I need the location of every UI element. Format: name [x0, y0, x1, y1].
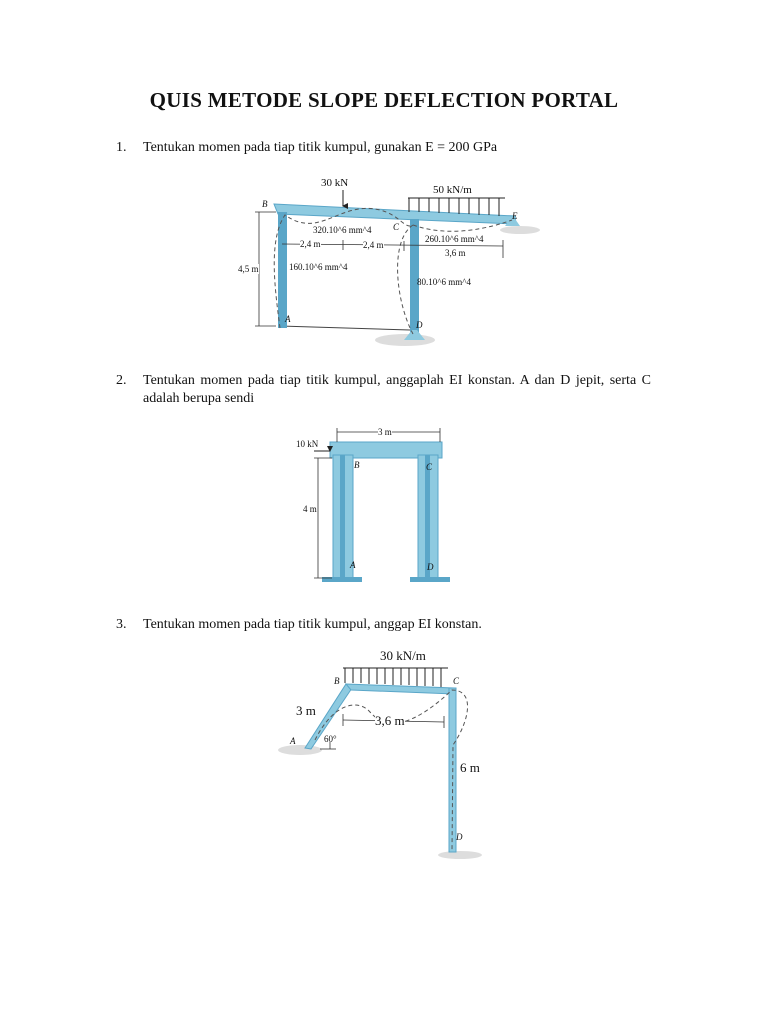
node-d-label: D: [416, 320, 423, 330]
angle-label: 60°: [324, 734, 337, 744]
question-number: 2.: [116, 373, 127, 388]
horizontal-load-label: 10 kN: [296, 439, 319, 449]
node-e-label: E: [512, 211, 518, 221]
node-b-label: B: [334, 676, 340, 686]
beam-bc-inertia: 320.10^6 mm^4: [313, 225, 372, 235]
question-text: Tentukan momen pada tiap titik kumpul, anggaplah EI konstan. A dan D jepit, serta C adalah berupa sendi: [143, 373, 651, 406]
incline-length-dim: 3 m: [296, 703, 316, 718]
col-cd-inertia: 80.10^6 mm^4: [417, 277, 471, 287]
node-c-label: C: [453, 676, 460, 686]
node-a-label: A: [285, 314, 291, 324]
distributed-load-label: 30 kN/m: [380, 648, 426, 663]
question-text: Tentukan momen pada tiap titik kumpul, gunakan E = 200 GPa: [143, 140, 498, 155]
node-b-label: B: [354, 460, 360, 470]
question-number: 3.: [116, 617, 127, 632]
dim-3: 3,6 m: [445, 248, 466, 258]
question-text: Tentukan momen pada tiap titik kumpul, anggap EI konstan.: [143, 617, 482, 632]
question-number: 1.: [116, 140, 127, 155]
node-b-label: B: [262, 199, 268, 209]
height-dim: 4,5 m: [238, 264, 259, 274]
distributed-load-label: 50 kN/m: [433, 184, 472, 196]
node-c-label: C: [426, 462, 433, 472]
height-dim: 6 m: [460, 760, 480, 775]
node-d-label: D: [427, 562, 434, 572]
span-dim: 3,6 m: [375, 713, 405, 728]
node-d-label: D: [456, 832, 463, 842]
dim-1: 2,4 m: [300, 239, 321, 249]
col-ab-inertia: 160.10^6 mm^4: [289, 262, 348, 272]
beam-ce-inertia: 260.10^6 mm^4: [425, 234, 484, 244]
dim-2: 2,4 m: [363, 240, 384, 250]
node-a-label: A: [350, 560, 356, 570]
node-c-label: C: [393, 222, 400, 232]
span-dim: 3 m: [378, 427, 392, 437]
node-a-label: A: [290, 736, 296, 746]
height-dim: 4 m: [303, 504, 317, 514]
page-title: QUIS METODE SLOPE DEFLECTION PORTAL: [149, 88, 619, 112]
point-load-label: 30 kN: [321, 177, 349, 189]
